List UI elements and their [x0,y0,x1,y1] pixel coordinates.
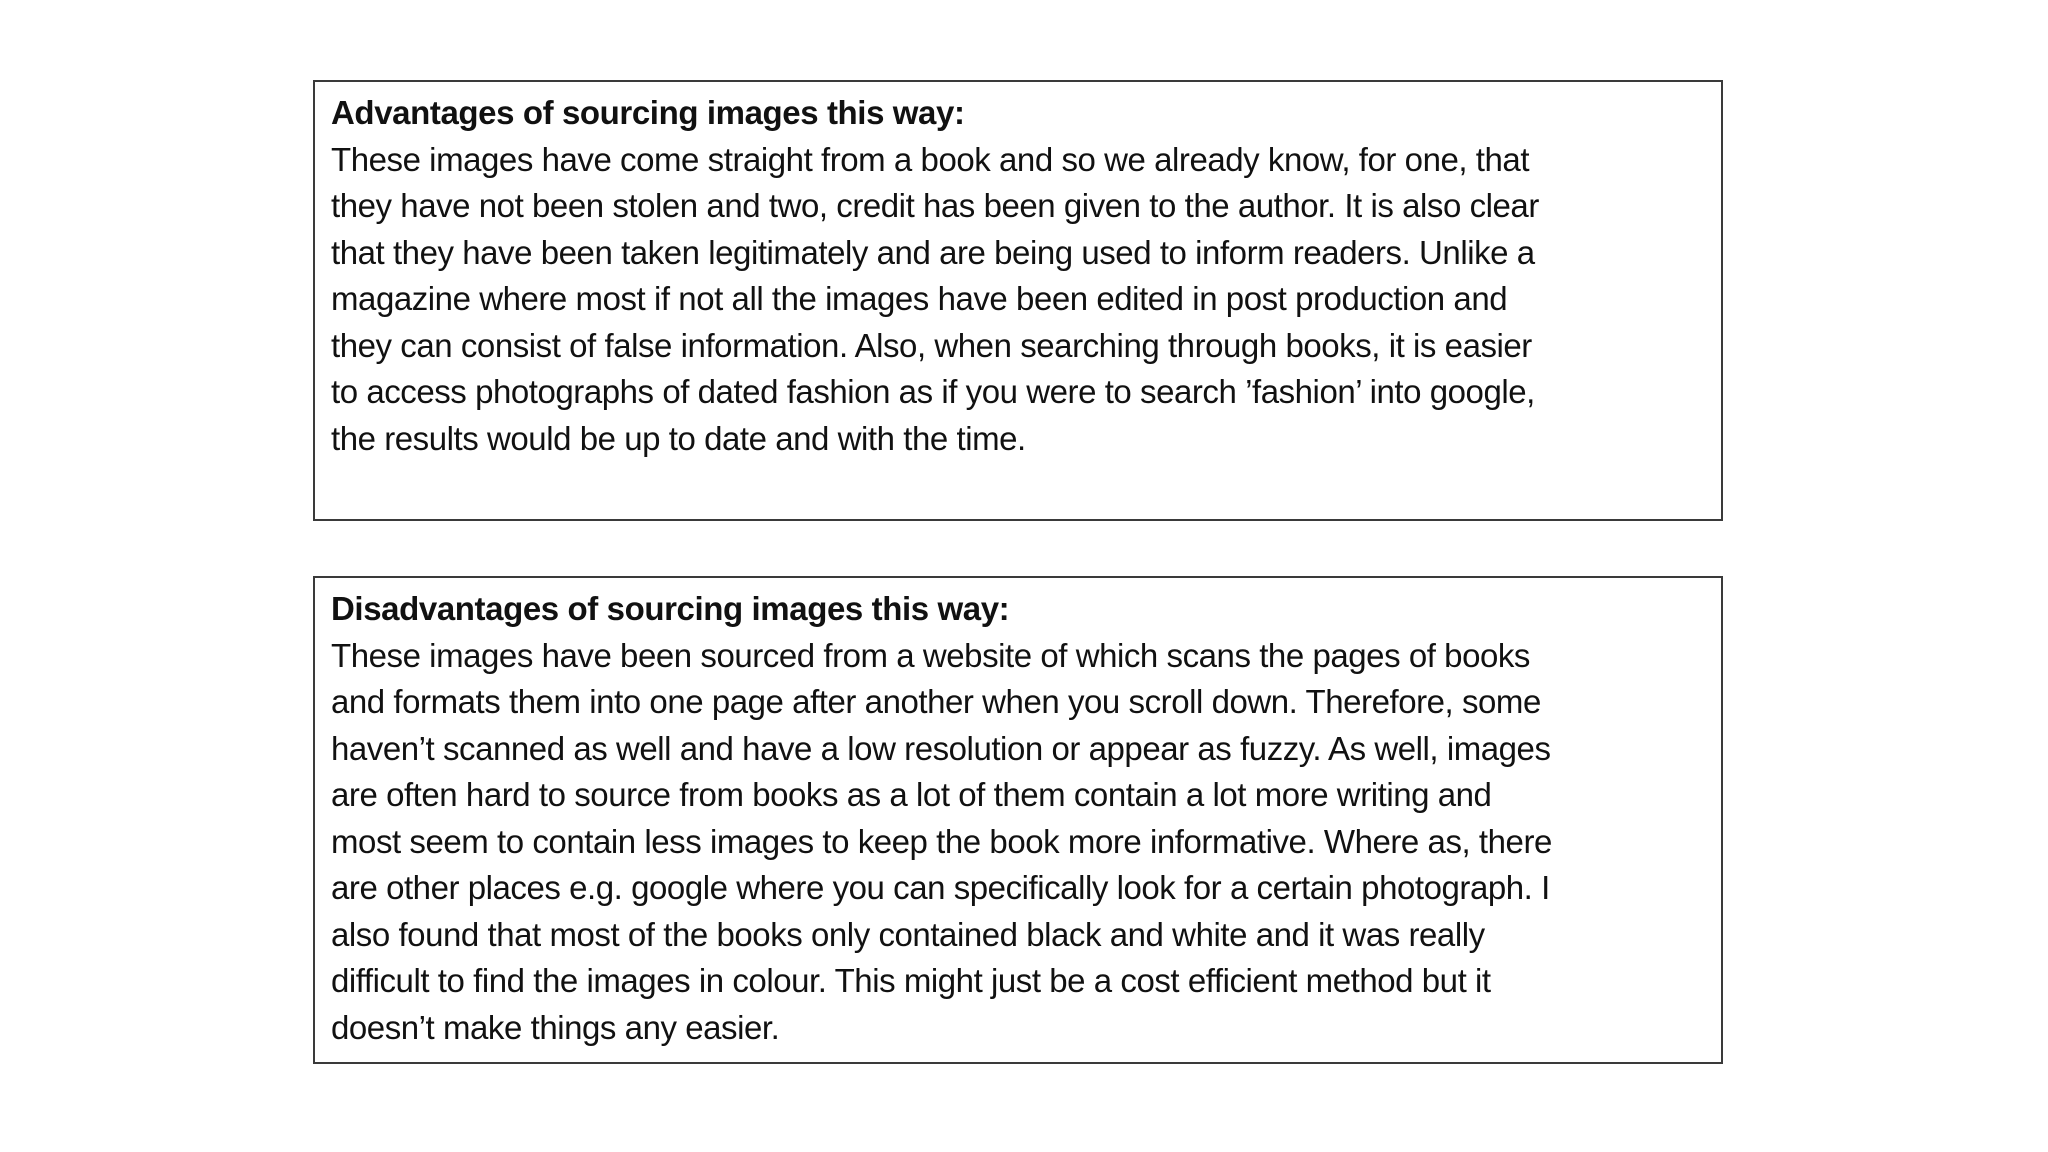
disadvantages-line: most seem to contain less images to keep the book more informative. Where as, there [331,822,1552,860]
advantages-line: These images have come straight from a book and so we already know, for one, that [331,140,1530,178]
disadvantages-line: and formats them into one page after another when you scroll down. Therefore, some [331,683,1541,720]
disadvantages-line: These images have been sourced from a website of which scans the pages of books [331,636,1530,674]
advantages-line: they can consist of false information. Also, when searching through books, it is easier [331,326,1532,364]
advantages-line: to access photographs of dated fashion as if you were to search ’fashion’ into google, [331,373,1535,410]
advantages-text-box [313,80,1723,521]
disadvantages-line: are other places e.g. google where you can specifically look for a certain photograph. I [331,869,1550,906]
advantages-line: that they have been taken legitimately and are being used to inform readers. Unlike a [331,233,1535,271]
disadvantages-line: are often hard to source from books as a lot of them contain a lot more writing and [331,776,1492,813]
disadvantages-text-box [313,576,1723,1064]
disadvantages-line: doesn’t make things any easier. [331,1008,780,1046]
advantages-line: magazine where most if not all the images have been edited in post production and [331,280,1508,317]
advantages-line: the results would be up to date and with the time. [331,419,1026,457]
disadvantages-line: haven’t scanned as well and have a low resolution or appear as fuzzy. As well, images [331,729,1551,767]
disadvantages-heading: Disadvantages of sourcing images this way: [331,590,1010,627]
disadvantages-line: difficult to find the images in colour. This might just be a cost efficient method but it [331,962,1491,999]
advantages-line: they have not been stolen and two, credit has been given to the author. It is also clear [331,187,1539,224]
disadvantages-line: also found that most of the books only contained black and white and it was really [331,915,1485,953]
advantages-heading: Advantages of sourcing images this way: [331,94,965,131]
